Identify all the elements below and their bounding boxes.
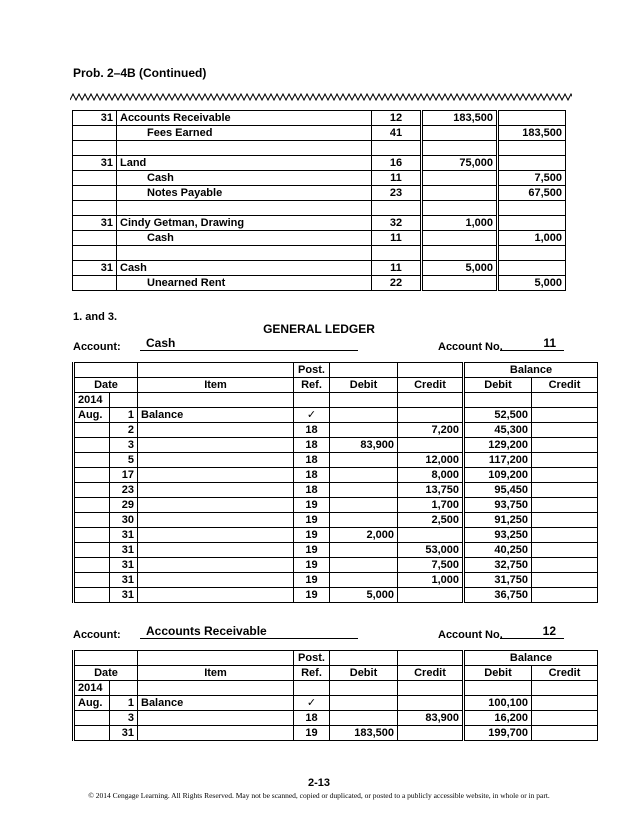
journal-date [73, 171, 117, 186]
ledger-balance-credit [532, 513, 598, 528]
ledger-credit: 13,750 [398, 483, 464, 498]
ledger-day [110, 681, 138, 696]
ledger-credit: 1,700 [398, 498, 464, 513]
journal-credit [498, 111, 566, 126]
ledger-post-ref: 19 [294, 588, 330, 603]
ledger-credit: 83,900 [398, 711, 464, 726]
ledger-item [138, 543, 294, 558]
header-cell [138, 651, 294, 666]
journal-post-ref [372, 141, 422, 156]
ledger-balance-credit [532, 423, 598, 438]
account-label: Account: [73, 629, 121, 641]
ledger-month: 2014 [74, 681, 110, 696]
ledger-credit: 1,000 [398, 573, 464, 588]
journal-post-ref: 16 [372, 156, 422, 171]
ledger-balance-credit [532, 468, 598, 483]
journal-row [73, 231, 566, 246]
ledger-balance-credit [532, 393, 598, 408]
ledger-table-accounts-receivable [72, 650, 598, 741]
journal-debit: 1,000 [422, 216, 498, 231]
ref-header: Ref. [294, 666, 330, 681]
ledger-balance-debit: 95,450 [464, 483, 532, 498]
ledger-month [74, 528, 110, 543]
ledger-item [138, 393, 294, 408]
ledger-balance-credit [532, 543, 598, 558]
ledger-month [74, 468, 110, 483]
torn-edge-divider [70, 92, 572, 102]
ledger-post-ref: 19 [294, 726, 330, 741]
copyright-notice: © 2014 Cengage Learning. All Rights Reserved. May not be scanned, copied or duplicated, or posted to a publicly accessible website, in whole or in part. [88, 791, 550, 800]
ledger-post-ref: 18 [294, 468, 330, 483]
ledger-day: 1 [110, 408, 138, 423]
ledger-post-ref: 18 [294, 438, 330, 453]
ledger-month [74, 483, 110, 498]
ref-header: Ref. [294, 378, 330, 393]
ledger-post-ref [294, 681, 330, 696]
ledger-row [74, 498, 598, 513]
ledger-post-ref: 18 [294, 453, 330, 468]
ledger-credit [398, 408, 464, 423]
journal-description: Accounts Receivable [117, 111, 372, 126]
ledger-item [138, 588, 294, 603]
journal-credit [498, 246, 566, 261]
ledger-debit: 5,000 [330, 588, 398, 603]
journal-date [73, 141, 117, 156]
ledger-credit: 7,200 [398, 423, 464, 438]
ledger-day: 3 [110, 711, 138, 726]
ledger-post-ref: ✓ [294, 696, 330, 711]
ledger-debit: 83,900 [330, 438, 398, 453]
journal-date: 31 [73, 111, 117, 126]
ledger-row [74, 543, 598, 558]
debit-header: Debit [330, 378, 398, 393]
ledger-row [74, 438, 598, 453]
ledger-balance-debit: 117,200 [464, 453, 532, 468]
ledger-day: 29 [110, 498, 138, 513]
ledger-balance-debit: 16,200 [464, 711, 532, 726]
ledger-item [138, 438, 294, 453]
account-no-label: Account No. [438, 341, 503, 353]
ledger-day: 1 [110, 696, 138, 711]
header-cell [138, 363, 294, 378]
journal-description: Cash [117, 261, 372, 276]
ledger-post-ref: 19 [294, 558, 330, 573]
ledger-day: 31 [110, 528, 138, 543]
ledger-row [74, 711, 598, 726]
journal-debit [422, 141, 498, 156]
ledger-debit [330, 468, 398, 483]
journal-description [117, 141, 372, 156]
account-name: Accounts Receivable [140, 625, 358, 639]
ledger-day: 31 [110, 543, 138, 558]
ledger-item: Balance [138, 696, 294, 711]
journal-post-ref: 41 [372, 126, 422, 141]
ledger-day: 2 [110, 423, 138, 438]
ledger-balance-debit: 36,750 [464, 588, 532, 603]
ledger-day: 3 [110, 438, 138, 453]
ledger-row [74, 483, 598, 498]
ledger-item [138, 423, 294, 438]
header-cell [330, 363, 398, 378]
journal-row [73, 261, 566, 276]
ledger-month: Aug. [74, 696, 110, 711]
journal-date [73, 246, 117, 261]
ledger-item [138, 498, 294, 513]
credit-header: Credit [398, 666, 464, 681]
journal-description: Cash [117, 231, 372, 246]
ledger-balance-debit: 45,300 [464, 423, 532, 438]
journal-row [73, 126, 566, 141]
journal-row [73, 156, 566, 171]
journal-credit: 1,000 [498, 231, 566, 246]
ledger-balance-credit [532, 528, 598, 543]
journal-date [73, 201, 117, 216]
ledger-post-ref: ✓ [294, 408, 330, 423]
ledger-debit [330, 393, 398, 408]
ledger-month [74, 573, 110, 588]
journal-row [73, 111, 566, 126]
ledger-debit [330, 696, 398, 711]
ledger-balance-credit [532, 453, 598, 468]
ledger-debit [330, 681, 398, 696]
account-name: Cash [140, 337, 358, 351]
post-header: Post. [294, 363, 330, 378]
header-cell [330, 651, 398, 666]
ledger-post-ref: 19 [294, 528, 330, 543]
journal-credit [498, 201, 566, 216]
journal-date [73, 231, 117, 246]
account-name-line [140, 337, 358, 351]
ledger-balance-debit: 40,250 [464, 543, 532, 558]
account-label: Account: [73, 341, 121, 353]
journal-description [117, 201, 372, 216]
journal-row [73, 186, 566, 201]
journal-description: Unearned Rent [117, 276, 372, 291]
journal-debit: 5,000 [422, 261, 498, 276]
ledger-month [74, 726, 110, 741]
ledger-row [74, 696, 598, 711]
item-header: Item [138, 666, 294, 681]
header-cell [398, 651, 464, 666]
ledger-day [110, 393, 138, 408]
journal-debit [422, 126, 498, 141]
ledger-item: Balance [138, 408, 294, 423]
journal-description: Notes Payable [117, 186, 372, 201]
journal-credit [498, 261, 566, 276]
ledger-credit [398, 726, 464, 741]
header-cell [398, 363, 464, 378]
journal-debit [422, 276, 498, 291]
journal-debit: 75,000 [422, 156, 498, 171]
journal-credit [498, 216, 566, 231]
ledger-post-ref: 18 [294, 711, 330, 726]
ledger-month [74, 711, 110, 726]
journal-credit: 67,500 [498, 186, 566, 201]
ledger-post-ref: 18 [294, 483, 330, 498]
ledger-balance-credit [532, 558, 598, 573]
ledger-credit: 12,000 [398, 453, 464, 468]
journal-post-ref [372, 246, 422, 261]
balance-credit-header: Credit [532, 378, 598, 393]
journal-date: 31 [73, 156, 117, 171]
account-number-line [500, 625, 564, 639]
account-name-line [140, 625, 358, 639]
journal-table [72, 110, 566, 291]
journal-date [73, 126, 117, 141]
journal-post-ref: 23 [372, 186, 422, 201]
journal-row [73, 171, 566, 186]
ledger-item [138, 483, 294, 498]
journal-post-ref: 22 [372, 276, 422, 291]
journal-row [73, 276, 566, 291]
ledger-day: 31 [110, 588, 138, 603]
ledger-item [138, 528, 294, 543]
ledger-row [74, 423, 598, 438]
ledger-row [74, 468, 598, 483]
page-number: 2-13 [307, 777, 331, 789]
journal-description: Fees Earned [117, 126, 372, 141]
journal-debit [422, 231, 498, 246]
ledger-balance-credit [532, 726, 598, 741]
ledger-item [138, 711, 294, 726]
date-header: Date [74, 378, 138, 393]
ledger-balance-debit: 129,200 [464, 438, 532, 453]
ledger-balance-credit [532, 408, 598, 423]
journal-post-ref [372, 201, 422, 216]
ledger-debit [330, 573, 398, 588]
ledger-month: Aug. [74, 408, 110, 423]
ledger-debit [330, 408, 398, 423]
journal-credit: 183,500 [498, 126, 566, 141]
ledger-month [74, 498, 110, 513]
ledger-debit [330, 711, 398, 726]
ledger-debit [330, 543, 398, 558]
page-title: Prob. 2–4B (Continued) [73, 66, 207, 80]
ledger-post-ref [294, 393, 330, 408]
journal-date [73, 276, 117, 291]
ledger-balance-credit [532, 681, 598, 696]
ledger-item [138, 468, 294, 483]
ledger-item [138, 573, 294, 588]
ledger-balance-credit [532, 483, 598, 498]
ledger-credit [398, 681, 464, 696]
ledger-month [74, 513, 110, 528]
ledger-credit: 2,500 [398, 513, 464, 528]
ledger-item [138, 726, 294, 741]
journal-description [117, 246, 372, 261]
journal-debit [422, 201, 498, 216]
ledger-balance-debit: 100,100 [464, 696, 532, 711]
ledger-balance-debit: 93,750 [464, 498, 532, 513]
ledger-day: 31 [110, 558, 138, 573]
ledger-row [74, 408, 598, 423]
journal-post-ref: 11 [372, 231, 422, 246]
ledger-credit: 7,500 [398, 558, 464, 573]
journal-date: 31 [73, 261, 117, 276]
ledger-debit: 183,500 [330, 726, 398, 741]
ledger-month [74, 423, 110, 438]
ledger-month: 2014 [74, 393, 110, 408]
ledger-debit: 2,000 [330, 528, 398, 543]
ledger-credit [398, 438, 464, 453]
ledger-day: 5 [110, 453, 138, 468]
balance-credit-header: Credit [532, 666, 598, 681]
ledger-balance-debit: 31,750 [464, 573, 532, 588]
header-cell [74, 363, 138, 378]
ledger-balance-credit [532, 498, 598, 513]
ledger-day: 23 [110, 483, 138, 498]
ledger-balance-debit: 52,500 [464, 408, 532, 423]
ledger-post-ref: 18 [294, 423, 330, 438]
ledger-table-cash [72, 362, 598, 603]
date-header: Date [74, 666, 138, 681]
ledger-post-ref: 19 [294, 498, 330, 513]
ledger-day: 31 [110, 726, 138, 741]
ledger-debit [330, 498, 398, 513]
ledger-row [74, 528, 598, 543]
journal-date: 31 [73, 216, 117, 231]
ledger-item [138, 558, 294, 573]
ledger-month [74, 453, 110, 468]
ledger-month [74, 543, 110, 558]
ledger-balance-debit [464, 681, 532, 696]
balance-header: Balance [464, 363, 598, 378]
ledger-balance-credit [532, 573, 598, 588]
post-header: Post. [294, 651, 330, 666]
journal-debit [422, 171, 498, 186]
ledger-row [74, 453, 598, 468]
ledger-credit: 53,000 [398, 543, 464, 558]
journal-post-ref: 32 [372, 216, 422, 231]
ledger-balance-credit [532, 438, 598, 453]
ledger-row [74, 393, 598, 408]
ledger-balance-debit: 91,250 [464, 513, 532, 528]
ledger-debit [330, 483, 398, 498]
balance-debit-header: Debit [464, 378, 532, 393]
journal-row [73, 246, 566, 261]
ledger-credit [398, 528, 464, 543]
journal-credit [498, 156, 566, 171]
ledger-post-ref: 19 [294, 513, 330, 528]
ledger-balance-credit [532, 696, 598, 711]
journal-debit [422, 186, 498, 201]
account-number: 12 [500, 625, 564, 639]
ledger-row [74, 726, 598, 741]
journal-description: Cash [117, 171, 372, 186]
item-header: Item [138, 378, 294, 393]
journal-credit [498, 141, 566, 156]
ledger-post-ref: 19 [294, 573, 330, 588]
ledger-debit [330, 423, 398, 438]
ledger-balance-credit [532, 588, 598, 603]
journal-debit: 183,500 [422, 111, 498, 126]
debit-header: Debit [330, 666, 398, 681]
ledger-balance-debit: 93,250 [464, 528, 532, 543]
ledger-credit [398, 393, 464, 408]
journal-credit: 5,000 [498, 276, 566, 291]
ledger-debit [330, 453, 398, 468]
ledger-credit: 8,000 [398, 468, 464, 483]
ledger-post-ref: 19 [294, 543, 330, 558]
journal-post-ref: 11 [372, 261, 422, 276]
ledger-day: 31 [110, 573, 138, 588]
journal-post-ref: 11 [372, 171, 422, 186]
account-no-label: Account No. [438, 629, 503, 641]
balance-debit-header: Debit [464, 666, 532, 681]
journal-row [73, 201, 566, 216]
ledger-month [74, 588, 110, 603]
journal-debit [422, 246, 498, 261]
journal-row [73, 216, 566, 231]
ledger-month [74, 438, 110, 453]
ledger-debit [330, 558, 398, 573]
ledger-balance-debit [464, 393, 532, 408]
journal-post-ref: 12 [372, 111, 422, 126]
journal-date [73, 186, 117, 201]
ledger-day: 30 [110, 513, 138, 528]
ledger-row [74, 588, 598, 603]
ledger-balance-credit [532, 711, 598, 726]
journal-description: Cindy Getman, Drawing [117, 216, 372, 231]
ledger-row [74, 573, 598, 588]
journal-description: Land [117, 156, 372, 171]
ledger-row [74, 513, 598, 528]
ledger-balance-debit: 199,700 [464, 726, 532, 741]
credit-header: Credit [398, 378, 464, 393]
ledger-balance-debit: 32,750 [464, 558, 532, 573]
ledger-month [74, 558, 110, 573]
ledger-row [74, 558, 598, 573]
journal-row [73, 141, 566, 156]
balance-header: Balance [464, 651, 598, 666]
account-number-line [500, 337, 564, 351]
ledger-item [138, 513, 294, 528]
ledger-balance-debit: 109,200 [464, 468, 532, 483]
journal-credit: 7,500 [498, 171, 566, 186]
ledger-credit [398, 696, 464, 711]
ledger-debit [330, 513, 398, 528]
ledger-item [138, 681, 294, 696]
ledger-item [138, 453, 294, 468]
header-cell [74, 651, 138, 666]
ledger-credit [398, 588, 464, 603]
ledger-title: GENERAL LEDGER [263, 322, 375, 336]
account-number: 11 [500, 337, 564, 351]
section-label: 1. and 3. [73, 311, 118, 323]
ledger-day: 17 [110, 468, 138, 483]
ledger-row [74, 681, 598, 696]
